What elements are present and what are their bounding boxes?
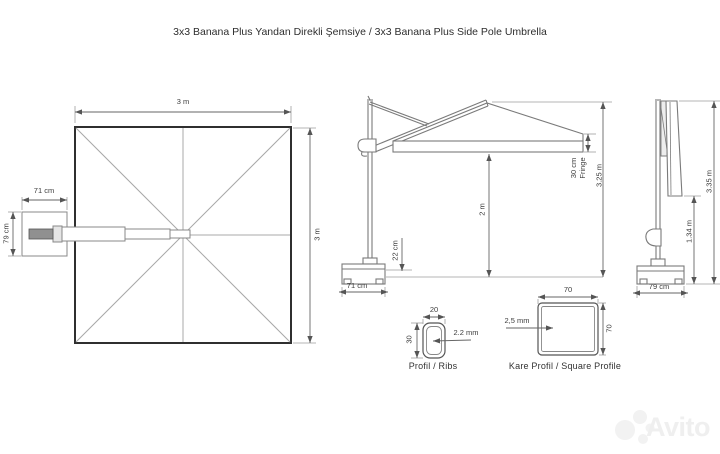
top-view-width-label: 3 m: [176, 97, 190, 106]
clearance-height-label: 2 m: [477, 203, 487, 216]
top-view-depth-label: 3 m: [312, 228, 322, 241]
square-profile-caption: Kare Profil / Square Profile: [508, 361, 622, 371]
closed-canopy-bottom-label: 1.34 m: [684, 220, 694, 243]
square-profile-drawing: [538, 303, 598, 355]
rib-wall-thickness-label: 2.2 mm: [453, 328, 479, 337]
top-view-drawing: [22, 127, 291, 343]
open-base-width-label: 71 cm: [346, 281, 368, 290]
avito-watermark: Avito: [646, 412, 710, 442]
side-view-open-drawing: [342, 96, 583, 284]
fringe-height-label: 30 cm Fringe: [569, 157, 587, 179]
closed-base-width-label: 79 cm: [648, 282, 670, 291]
rib-profile-caption: Profil / Ribs: [408, 361, 458, 371]
rib-width-label: 20: [429, 305, 439, 314]
square-wall-thickness-label: 2,5 mm: [504, 316, 530, 325]
base-height-label: 22 cm: [390, 240, 400, 261]
top-view-base-width-label: 71 cm: [33, 186, 55, 195]
arm-brand-tag: [29, 229, 53, 239]
square-height-label: 70: [604, 324, 614, 333]
page-title: 3x3 Banana Plus Yandan Direkli Şemsiye / 3x3 Banana Plus Side Pole Umbrella: [173, 26, 547, 38]
rib-height-label: 30: [404, 335, 414, 344]
square-width-label: 70: [563, 285, 573, 294]
open-total-height-label: 3.25 m: [594, 164, 604, 187]
top-view-base-depth-label: 79 cm: [1, 223, 11, 244]
closed-total-height-label: 3.35 m: [704, 170, 714, 193]
side-view-closed-drawing: [637, 100, 684, 284]
